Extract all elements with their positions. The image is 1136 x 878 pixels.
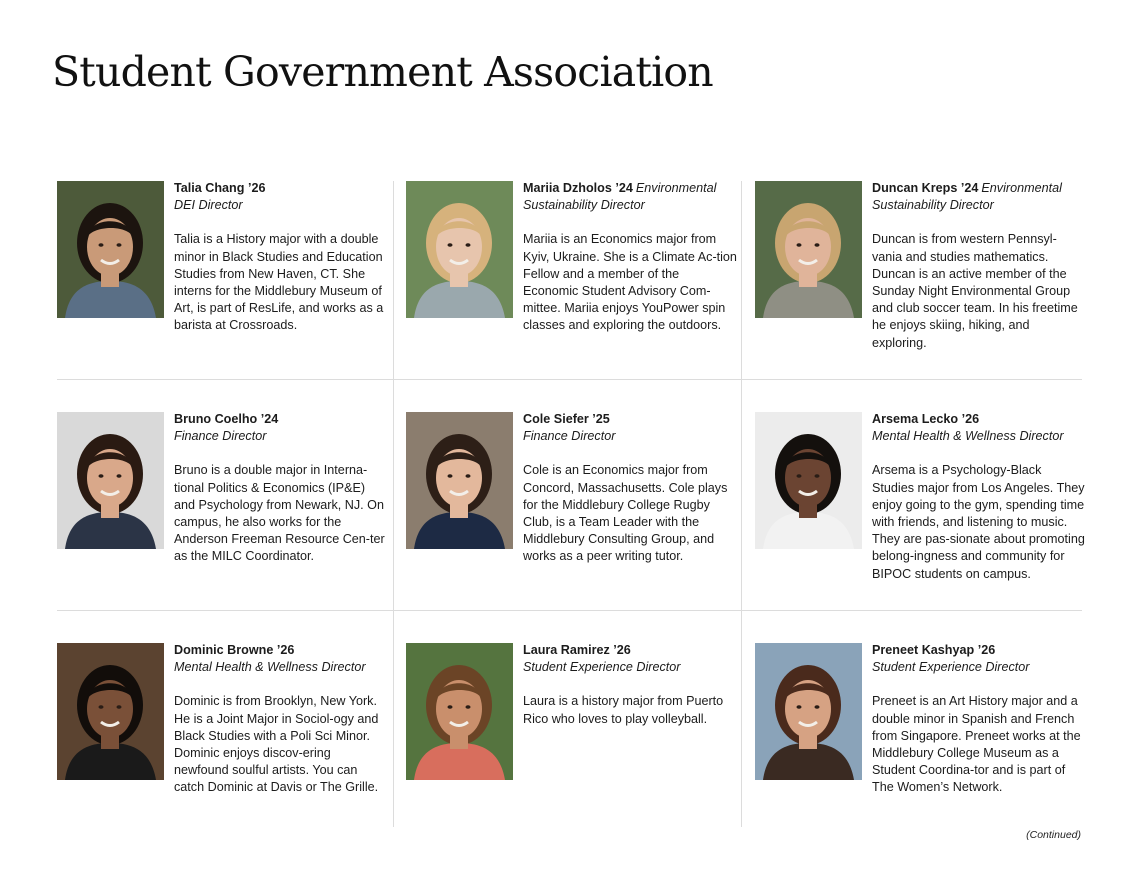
member-bio: Laura is a history major from Puerto Rico who loves to play volleyball. [523,694,724,726]
page-title: Student Government Association [52,48,713,96]
member-bio: Cole is an Economics major from Concord, Massachusetts. Cole plays for the Middlebury College Rugby Club, is a Team Leader with the Middlebury Consulting Group, and works as a peer writing tutor. [523,463,728,564]
member-photo [755,412,862,549]
member-photo [57,412,164,549]
column-divider [393,181,394,827]
member-photo [755,643,862,780]
member-name: Dominic Browne ’26 [174,643,295,657]
member-name: Talia Chang ’26 [174,181,266,195]
portrait-image [755,643,862,780]
member-role-inline: Environmental [635,181,717,195]
member-photo [406,643,513,780]
row-divider [57,379,1082,380]
member-role: Sustainability Director [523,198,645,213]
member-bio: Bruno is a double major in Interna-tional Politics & Economics (IP&E) and Psychology from Newark, NJ. On campus, he also works for the Anderson Freeman Resource Cen-ter as the MILC Coordinator. [174,463,385,564]
portrait-image [57,643,164,780]
member-info [872,411,1086,583]
member-bio: Preneet is an Art History major and a double minor in Spanish and French from Singapore. Preneet works at the Middlebury College Museum as a Student Coordina-tor and is part of The Women’s Network. [872,694,1081,795]
member-name: Duncan Kreps ’24 [872,181,979,195]
member-bio: Talia is a History major with a double minor in Black Studies and Education Studies from New Haven, CT. She interns for the Middlebury Museum of Art, is part of ResLife, and works as a barista at Crossroads. [174,232,384,333]
member-name: Laura Ramirez ’26 [523,643,631,657]
member-bio: Duncan is from western Pennsyl-vania and studies mathematics. Duncan is an active member of the Sunday Night Environmental Group and club soccer team. In his freetime he enjoys skiing, hiking, and exploring. [872,232,1078,350]
member-role-inline: Environmental [981,181,1062,195]
member-photo [406,412,513,549]
member-photo [406,181,513,318]
member-bio: Dominic is from Brooklyn, New York. He is a Joint Major in Sociol-ogy and Black Studies with a Poli Sci Minor. Dominic enjoys discov-ering newfound soulful artists. You can catch Dominic at Davis or The Grille. [174,694,379,795]
portrait-image [755,181,862,318]
member-role: Finance Director [174,429,267,444]
member-info [174,411,388,566]
member-bio: Arsema is a Psychology-Black Studies major from Los Angeles. They enjoy going to the gym, spending time with friends, and listening to music. They are pas-sionate about promoting belong-ingness and community for BIPOC students on campus. [872,463,1085,581]
member-photo [57,643,164,780]
portrait-image [57,181,164,318]
column-divider [741,181,742,827]
member-name: Bruno Coelho ’24 [174,412,279,426]
member-info [523,411,737,566]
member-role: Mental Health & Wellness Director [174,660,366,675]
member-info [174,642,388,797]
member-info [872,642,1086,797]
portrait-image [57,412,164,549]
member-name: Cole Siefer ’25 [523,412,610,426]
member-info [523,180,737,335]
member-name: Arsema Lecko ’26 [872,412,980,426]
portrait-image [406,412,513,549]
row-divider [57,610,1082,611]
member-role: Sustainability Director [872,198,994,213]
member-photo [755,181,862,318]
portrait-image [406,643,513,780]
member-name: Preneet Kashyap ’26 [872,643,996,657]
member-info [523,642,737,728]
member-bio: Mariia is an Economics major from Kyiv, Ukraine. She is a Climate Ac-tion Fellow and a member of the Economic Student Advisory Com-mittee. Mariia enjoys YouPower spin classes and exploring the outdoors. [523,232,737,333]
member-role: Mental Health & Wellness Director [872,429,1064,444]
member-role: Finance Director [523,429,616,444]
continued-note: (Continued) [1026,829,1081,841]
member-role: DEI Director [174,198,243,213]
member-role: Student Experience Director [872,660,1030,675]
member-info [174,180,388,335]
member-name: Mariia Dzholos ’24 [523,181,633,195]
member-photo [57,181,164,318]
portrait-image [755,412,862,549]
portrait-image [406,181,513,318]
member-info [872,180,1086,352]
member-role: Student Experience Director [523,660,681,675]
